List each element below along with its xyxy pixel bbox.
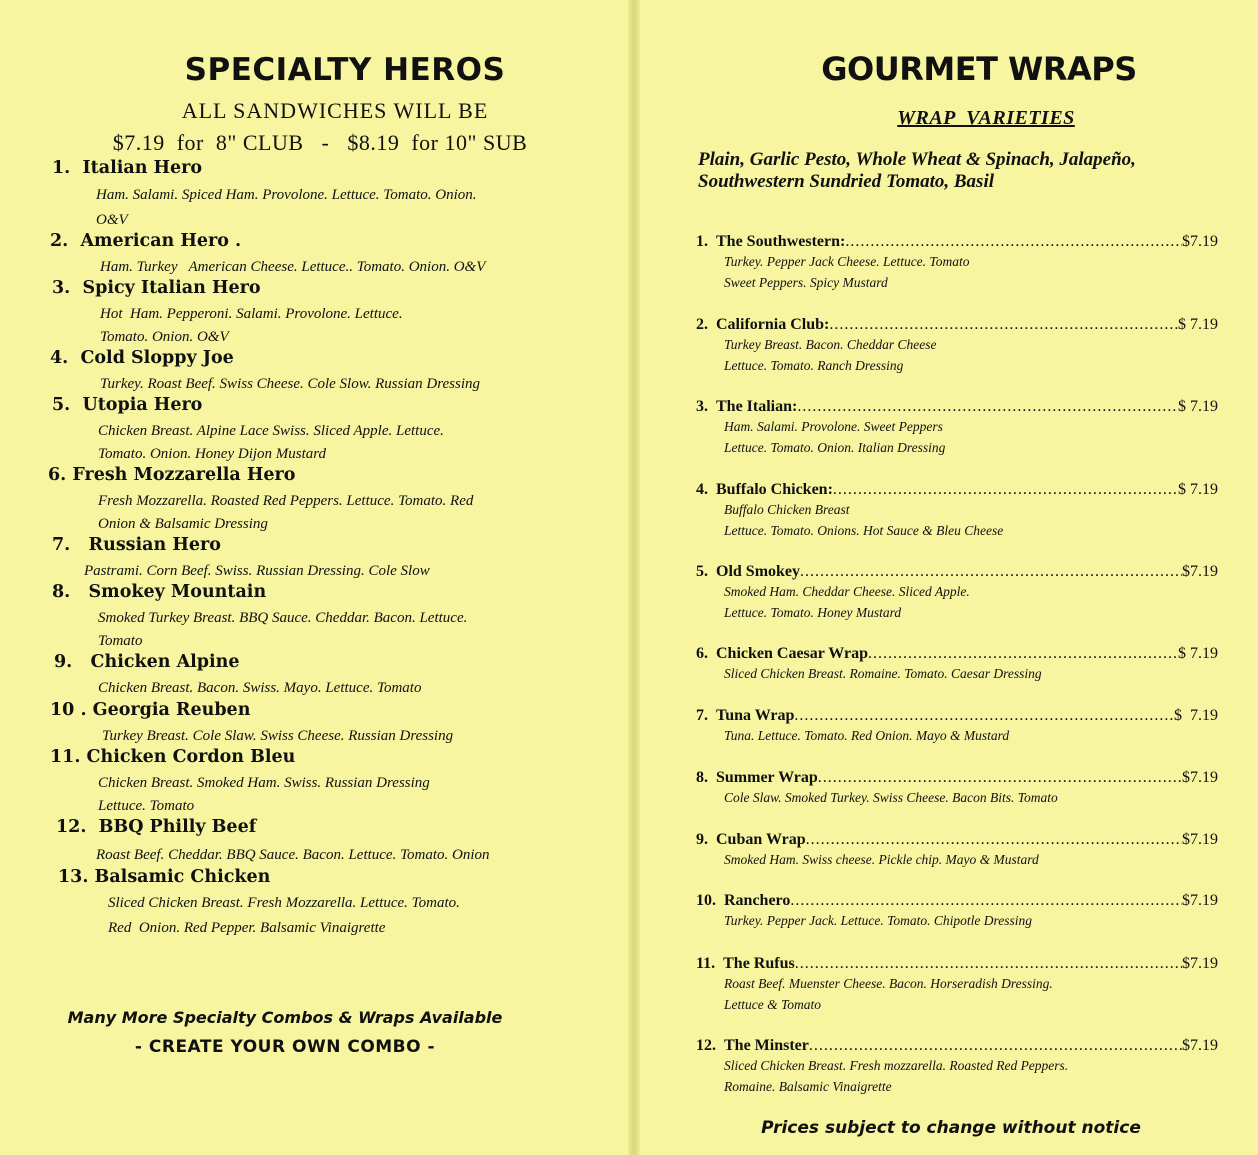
hero-item-description: Turkey Breast. Cole Slaw. Swiss Cheese. Russian Dressing bbox=[102, 728, 454, 744]
wrap-item-description: Buffalo Chicken Breast bbox=[724, 502, 850, 517]
hero-item-name: 3. Spicy Italian Hero bbox=[52, 278, 261, 298]
wrap-item-name: The Italian: bbox=[716, 398, 798, 415]
hero-item-name: 5. Utopia Hero bbox=[52, 395, 203, 415]
wrap-item-number: 11. bbox=[696, 955, 716, 972]
dot-leader bbox=[795, 955, 1182, 973]
wrap-item-description: Turkey Breast. Bacon. Cheddar Cheese bbox=[724, 337, 937, 352]
wrap-item-name: Tuna Wrap bbox=[716, 707, 795, 724]
hero-item-description: O&V bbox=[96, 212, 128, 228]
dot-leader bbox=[790, 892, 1182, 910]
wrap-item bbox=[696, 481, 1218, 541]
wrap-varieties-list: Plain, Garlic Pesto, Whole Wheat & Spinach, Jalapeño, Southwestern Sundried Tomato, Basil bbox=[698, 149, 1136, 192]
wrap-item-line bbox=[696, 233, 1218, 251]
wrap-item-name: Cuban Wrap bbox=[716, 831, 806, 848]
wrap-item-price: $ 7.19 bbox=[1178, 316, 1218, 333]
hero-item-name: 2. American Hero . bbox=[50, 231, 242, 251]
wrap-item bbox=[696, 892, 1218, 931]
dot-leader bbox=[845, 233, 1182, 251]
hero-item-description: Fresh Mozzarella. Roasted Red Peppers. Lettuce. Tomato. Red bbox=[98, 493, 474, 509]
hero-item-description: Lettuce. Tomato bbox=[98, 798, 195, 814]
wrap-item bbox=[696, 955, 1218, 1015]
hero-item-description: Tomato. Onion. O&V bbox=[100, 329, 229, 345]
wrap-item-description: Sliced Chicken Breast. Fresh mozzarella. Roasted Red Peppers. bbox=[724, 1058, 1069, 1073]
hero-item-description: Hot Ham. Pepperoni. Salami. Provolone. Lettuce. bbox=[100, 306, 403, 322]
price-notice: Prices subject to change without notice bbox=[761, 1118, 1141, 1138]
dot-leader bbox=[868, 645, 1178, 663]
wrap-item-price: $ 7.19 bbox=[1174, 707, 1218, 724]
wrap-item-number: 10. bbox=[696, 892, 716, 909]
hero-item-description: Chicken Breast. Alpine Lace Swiss. Sliced Apple. Lettuce. bbox=[98, 423, 444, 439]
hero-item-description: Ham. Salami. Spiced Ham. Provolone. Lettuce. Tomato. Onion. bbox=[96, 187, 477, 203]
wrap-item-description: Cole Slaw. Smoked Turkey. Swiss Cheese. Bacon Bits. Tomato bbox=[724, 790, 1058, 805]
wrap-item-line bbox=[696, 316, 1218, 334]
wrap-item-description: Sweet Peppers. Spicy Mustard bbox=[724, 275, 888, 290]
wrap-item-line bbox=[696, 831, 1218, 849]
wrap-item-description: Lettuce. Tomato. Onions. Hot Sauce & Bleu Cheese bbox=[724, 523, 1004, 538]
wrap-item-price: $ 7.19 bbox=[1178, 398, 1218, 415]
wrap-item-description: Romaine. Balsamic Vinaigrette bbox=[724, 1079, 892, 1094]
wrap-item-name: The Minster bbox=[724, 1037, 809, 1054]
hero-item-description: Pastrami. Corn Beef. Swiss. Russian Dressing. Cole Slow bbox=[84, 563, 430, 579]
hero-item-description: Onion & Balsamic Dressing bbox=[98, 516, 268, 532]
wrap-item-price: $ 7.19 bbox=[1178, 481, 1218, 498]
wrap-item bbox=[696, 769, 1218, 808]
wrap-item-line bbox=[696, 645, 1218, 663]
wrap-item-line bbox=[696, 892, 1218, 910]
wrap-item-description: Turkey. Pepper Jack Cheese. Lettuce. Tomato bbox=[724, 254, 970, 269]
create-combo-note: - CREATE YOUR OWN COMBO - bbox=[134, 1037, 436, 1057]
dot-leader bbox=[809, 1037, 1182, 1055]
wrap-item-description: Roast Beef. Muenster Cheese. Bacon. Horseradish Dressing. bbox=[724, 976, 1053, 991]
hero-item-description: Turkey. Roast Beef. Swiss Cheese. Cole Slow. Russian Dressing bbox=[100, 376, 480, 392]
wrap-item bbox=[696, 645, 1218, 684]
wrap-item-price: $7.19 bbox=[1182, 563, 1218, 580]
hero-item-name: 13. Balsamic Chicken bbox=[58, 867, 271, 887]
hero-item-description: Smoked Turkey Breast. BBQ Sauce. Cheddar. Bacon. Lettuce. bbox=[98, 610, 468, 626]
wrap-item bbox=[696, 398, 1218, 458]
gourmet-wraps-title: GOURMET WRAPS bbox=[821, 50, 1137, 88]
wrap-item-price: $7.19 bbox=[1182, 233, 1218, 250]
hero-item-name: 9. Chicken Alpine bbox=[54, 652, 240, 672]
dot-leader bbox=[833, 481, 1178, 499]
wrap-item-number: 4. bbox=[696, 481, 708, 498]
wrap-item-number: 8. bbox=[696, 769, 708, 786]
wrap-item-description: Sliced Chicken Breast. Romaine. Tomato. Caesar Dressing bbox=[724, 666, 1042, 681]
hero-item-name: 1. Italian Hero bbox=[52, 158, 203, 178]
wrap-item-name: Ranchero bbox=[724, 892, 791, 909]
hero-item-description: Red Onion. Red Pepper. Balsamic Vinaigrette bbox=[108, 920, 386, 936]
more-combos-note: Many More Specialty Combos & Wraps Available bbox=[67, 1008, 503, 1027]
hero-item-name: 8. Smokey Mountain bbox=[52, 582, 267, 602]
dot-leader bbox=[794, 707, 1174, 725]
hero-item-name: 4. Cold Sloppy Joe bbox=[50, 348, 234, 368]
wrap-item-name: Buffalo Chicken: bbox=[716, 481, 833, 498]
hero-item-name: 7. Russian Hero bbox=[52, 535, 221, 555]
hero-item-description: Tomato. Onion. Honey Dijon Mustard bbox=[98, 446, 327, 462]
wrap-item-line bbox=[696, 563, 1218, 581]
wrap-item bbox=[696, 707, 1218, 746]
wrap-item-number: 9. bbox=[696, 831, 708, 848]
hero-item-name: 6. Fresh Mozzarella Hero bbox=[48, 465, 296, 485]
wrap-varieties-heading: WRAP VARIETIES bbox=[897, 107, 1075, 129]
wrap-item bbox=[696, 1037, 1218, 1097]
wrap-item-name: Summer Wrap bbox=[716, 769, 818, 786]
wrap-item-description: Smoked Ham. Swiss cheese. Pickle chip. Mayo & Mustard bbox=[724, 852, 1039, 867]
wrap-item-price: $ 7.19 bbox=[1178, 645, 1218, 662]
wrap-item-line bbox=[696, 1037, 1218, 1055]
wrap-item-description: Turkey. Pepper Jack. Lettuce. Tomato. Chipotle Dressing bbox=[724, 913, 1032, 928]
hero-item-name: 12. BBQ Philly Beef bbox=[56, 817, 257, 837]
wrap-item-number: 6. bbox=[696, 645, 708, 662]
dot-leader bbox=[800, 563, 1182, 581]
wrap-item-number: 3. bbox=[696, 398, 708, 415]
sandwich-size-subtitle: ALL SANDWICHES WILL BE bbox=[181, 98, 489, 123]
wrap-item bbox=[696, 233, 1218, 293]
hero-item-description: Sliced Chicken Breast. Fresh Mozzarella. Lettuce. Tomato. bbox=[108, 895, 460, 911]
hero-item-description: Ham. Turkey American Cheese. Lettuce.. Tomato. Onion. O&V bbox=[100, 259, 486, 275]
hero-item-description: Tomato bbox=[98, 633, 143, 649]
specialty-heros-title: SPECIALTY HEROS bbox=[184, 52, 506, 88]
wrap-item-name: The Rufus bbox=[723, 955, 795, 972]
wrap-item-line bbox=[696, 769, 1218, 787]
wrap-item-description: Lettuce. Tomato. Honey Mustard bbox=[724, 605, 902, 620]
wrap-item-name: Old Smokey bbox=[716, 563, 801, 580]
wrap-item-line bbox=[696, 955, 1218, 973]
wrap-item-number: 7. bbox=[696, 707, 708, 724]
wrap-item-price: $7.19 bbox=[1182, 892, 1218, 909]
wrap-item-number: 1. bbox=[696, 233, 708, 250]
wrap-item-price: $7.19 bbox=[1182, 769, 1218, 786]
wrap-item-line bbox=[696, 707, 1218, 725]
wrap-item-number: 12. bbox=[696, 1037, 716, 1054]
wrap-item-description: Tuna. Lettuce. Tomato. Red Onion. Mayo & Mustard bbox=[724, 728, 1010, 743]
wrap-item-description: Smoked Ham. Cheddar Cheese. Sliced Apple. bbox=[724, 584, 970, 599]
dot-leader bbox=[806, 831, 1182, 849]
wrap-item-name: California Club: bbox=[716, 316, 830, 333]
wrap-item-description: Lettuce. Tomato. Onion. Italian Dressing bbox=[724, 440, 946, 455]
wrap-item-line bbox=[696, 398, 1218, 416]
wrap-item-line bbox=[696, 481, 1218, 499]
page-fold bbox=[628, 0, 640, 1155]
hero-item-name: 10 . Georgia Reuben bbox=[50, 700, 251, 720]
wrap-item-name: The Southwestern: bbox=[716, 233, 846, 250]
hero-item-description: Chicken Breast. Smoked Ham. Swiss. Russian Dressing bbox=[98, 775, 430, 791]
wrap-item-price: $7.19 bbox=[1182, 1037, 1218, 1054]
wrap-item-description: Lettuce. Tomato. Ranch Dressing bbox=[724, 358, 904, 373]
wrap-item bbox=[696, 316, 1218, 376]
dot-leader bbox=[829, 316, 1178, 334]
hero-item-description: Roast Beef. Cheddar. BBQ Sauce. Bacon. Lettuce. Tomato. Onion bbox=[96, 847, 490, 863]
wrap-item bbox=[696, 563, 1218, 623]
wrap-item-price: $7.19 bbox=[1182, 831, 1218, 848]
hero-item-description: Chicken Breast. Bacon. Swiss. Mayo. Lettuce. Tomato bbox=[98, 680, 422, 696]
wrap-item-description: Ham. Salami. Provolone. Sweet Peppers bbox=[724, 419, 943, 434]
hero-item-name: 11. Chicken Cordon Bleu bbox=[50, 747, 296, 767]
wrap-item-description: Lettuce & Tomato bbox=[724, 997, 822, 1012]
wrap-item-price: $7.19 bbox=[1182, 955, 1218, 972]
dot-leader bbox=[797, 398, 1178, 416]
sandwich-prices: $7.19 for 8" CLUB - $8.19 for 10" SUB bbox=[112, 130, 528, 155]
wrap-item bbox=[696, 831, 1218, 870]
wrap-item-number: 5. bbox=[696, 563, 708, 580]
wrap-item-name: Chicken Caesar Wrap bbox=[716, 645, 869, 662]
dot-leader bbox=[818, 769, 1182, 787]
wrap-item-number: 2. bbox=[696, 316, 708, 333]
